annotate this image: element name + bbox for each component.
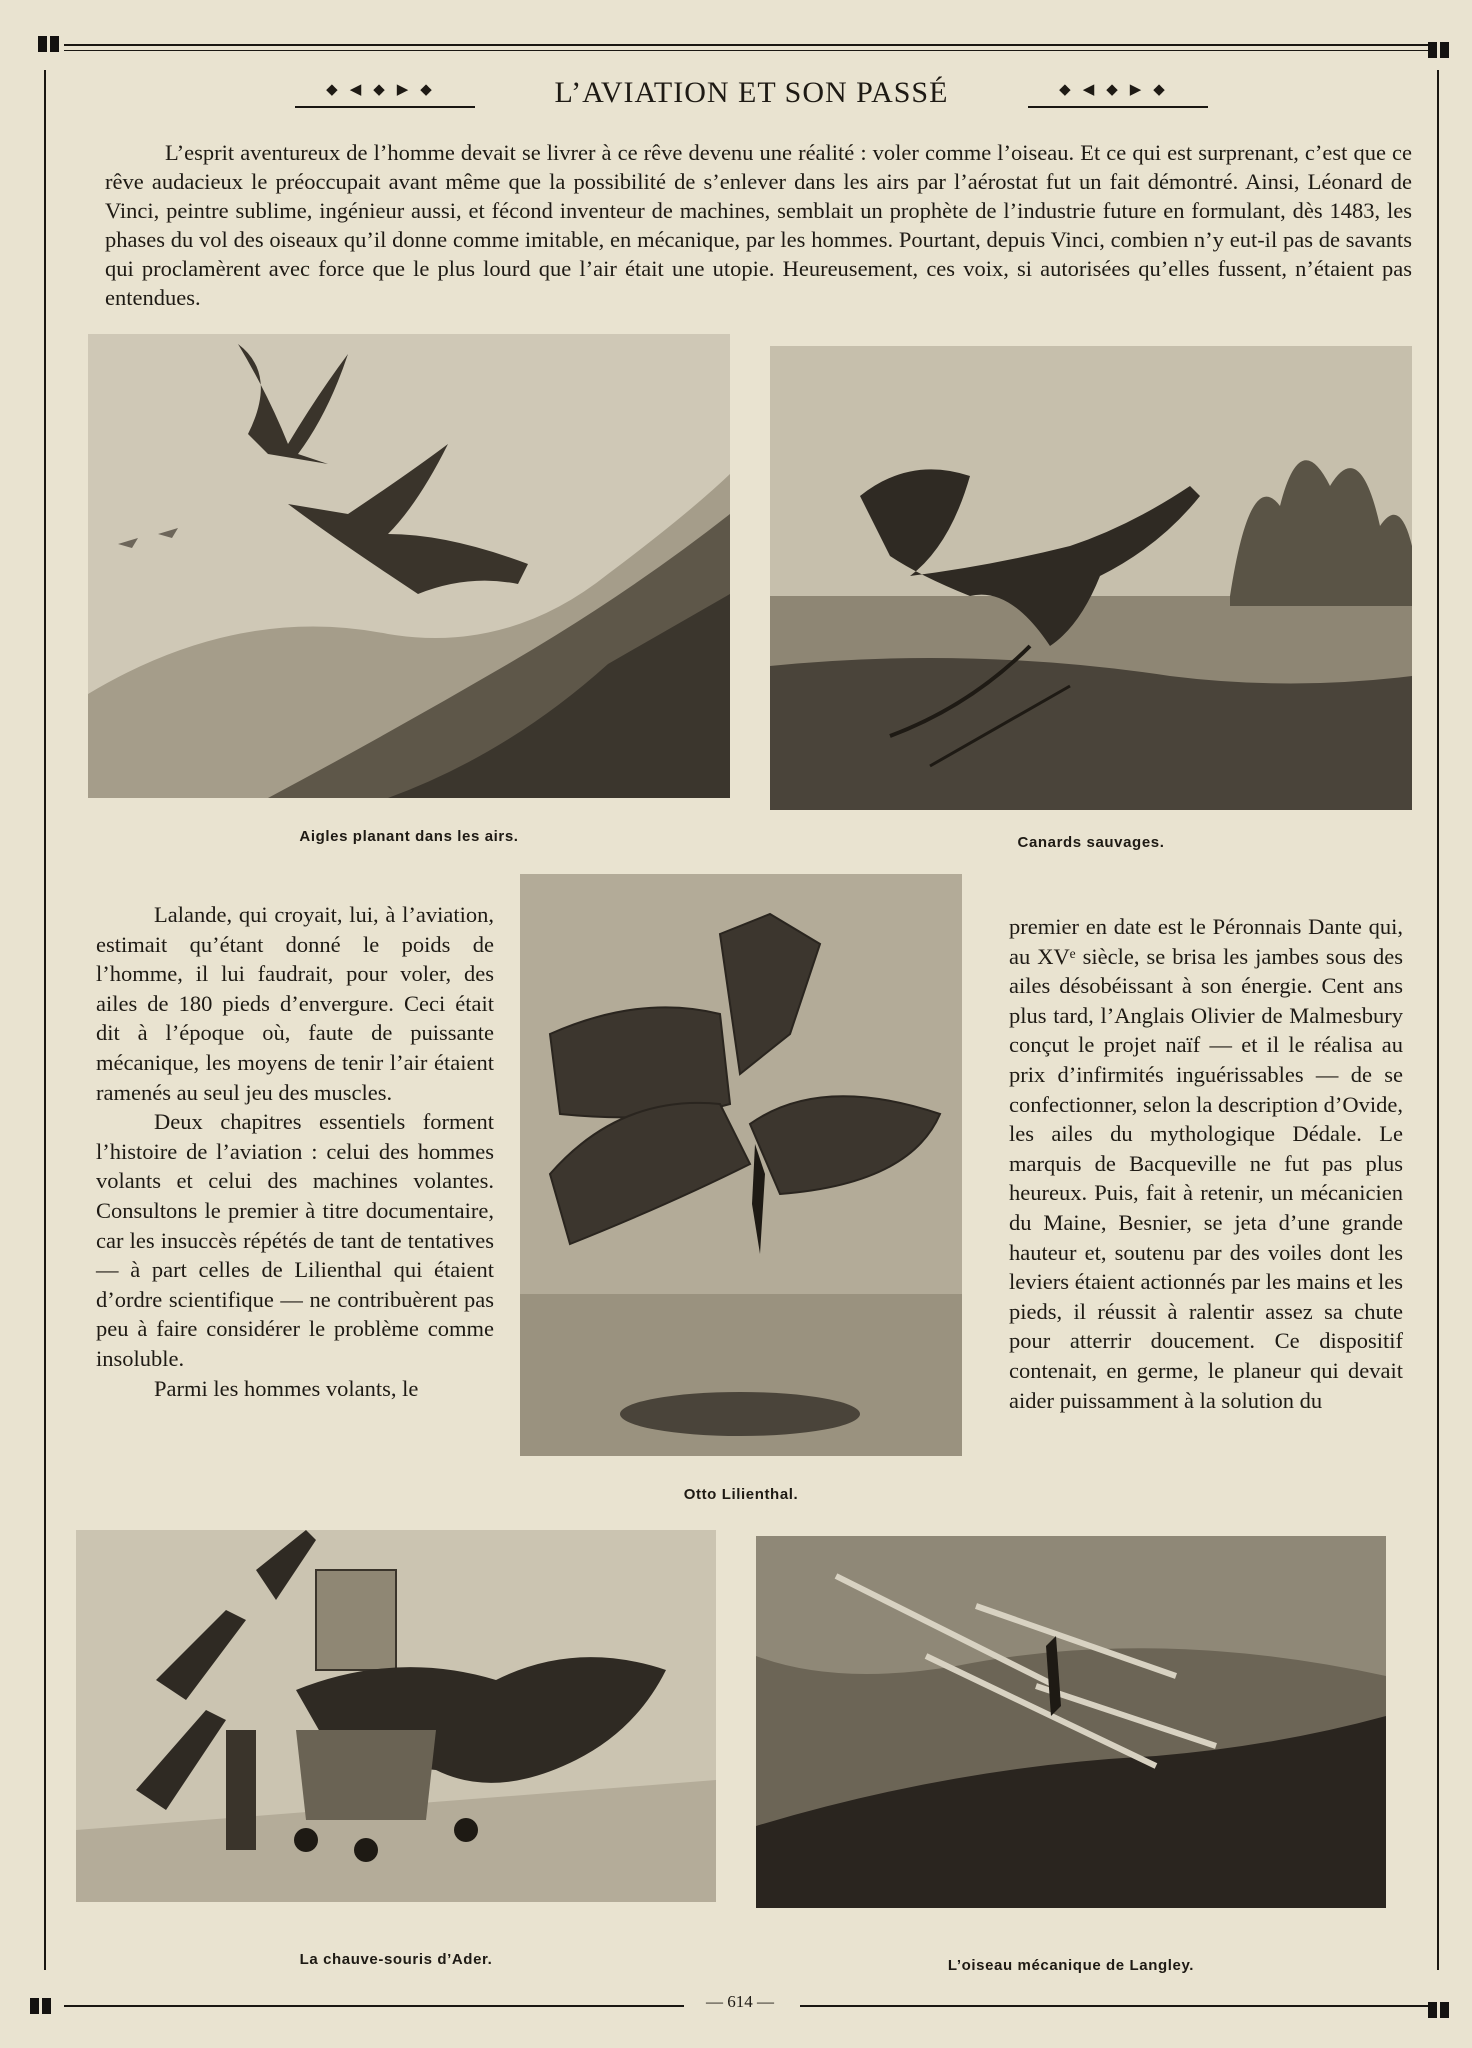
lilienthal-photo [520,874,962,1456]
left-paragraph-2: Deux chapitres essentiels forment l’histoire de l’aviation : celui des hommes volants et celui des machines volantes. Consultons le premier à titre documentaire, car les insuccès répétés de tant de tentatives — à part celles de Lilienthal qui étaient d’ordre scientifique — ne contribuèrent pas peu à faire considérer le problème comme insoluble. [96,1109,494,1371]
caption-eagles: Aigles planant dans les airs. [299,828,519,845]
right-rule [1437,70,1439,1970]
ader-illustration [76,1530,716,1902]
left-column [96,900,494,1403]
ornament-glyphs: ◆◀◆▶◆ [1059,80,1177,98]
eagles-illustration [88,334,730,798]
title-row [295,76,1208,120]
right-paragraph: premier en date est le Péronnais Dante qui, au XVᵉ siècle, se brisa les jambes sous des ailes désobéissant à son énergie. Cent ans plus tard, l’Anglais Olivier de Malmesbury conçut le projet naïf — et il le réalisa au prix d’infirmités inguérissables — de se confectionner, selon la description d’Ovide, les ailes du mythologique Dédale. Le marquis de Bacqueville ne fut pas plus heureux. Puis, fait à retenir, un mécanicien du Maine, Besnier, se jeta d’une grande hauteur et, soutenu par des voiles dont les leviers étaient actionnés par les mains et les pieds, il réussit à ralentir assez sa chute pour atterrir doucement. Ce dispositif contenait, en germe, le planeur qui devait aider puissamment à la solution du [1009,914,1403,1413]
bottom-rule-right [800,2005,1428,2007]
right-column [1009,912,1403,1415]
left-paragraph-1: Lalande, qui croyait, lui, à l’aviation, estimait qu’étant donné le poids de l’homme, il lui faudrait, pour voler, des ailes de 180 pieds d’envergure. Ceci était dit à l’époque où, faute de puissante mécanique, les moyens de tenir l’air étaient ramenés au seul jeu des muscles. [96,902,494,1105]
top-rule [64,44,1428,46]
corner-ornament-bottom-left [30,1998,52,2014]
left-paragraph-3: Parmi les hommes volants, le [154,1375,419,1401]
caption-lilienthal: Otto Lilienthal. [683,1486,799,1503]
bottom-rule-left [64,2005,684,2007]
ducks-illustration [770,346,1412,810]
top-rule-inner [64,50,1428,51]
caption-ducks: Canards sauvages. [1017,834,1165,851]
corner-ornament-bottom-right [1428,2002,1450,2018]
corner-ornament-top-right [1428,42,1450,58]
ornament-glyphs: ◆◀◆▶◆ [326,80,444,98]
caption-ader: La chauve-souris d’Ader. [299,1951,493,1968]
title-ornament-left [295,80,475,110]
intro-paragraph: L’esprit aventureux de l’homme devait se livrer à ce rêve devenu une réalité : voler comme l’oiseau. Et ce qui est surprenant, c’est que ce rêve audacieux le préoccupait avant même que la possibilité de s’enlever dans les airs par l’aérostat fut un fait démontré. Ainsi, Léonard de Vinci, peintre sublime, ingénieur aussi, et fécond inventeur de machines, semblait un prophète de l’industrie future en formulant, dès 1483, les phases du vol des oiseaux qu’il donne comme imitable, en mécanique, par les hommes. Pourtant, depuis Vinci, combien n’y eut-il pas de savants qui proclamèrent avec force que le plus lourd que l’air était une utopie. Heureusement, ces voix, si autorisées qu’elles fussent, n’étaient pas entendues. [105,140,1412,310]
caption-langley: L’oiseau mécanique de Langley. [947,1957,1195,1974]
corner-ornament-top-left [38,36,60,52]
title-ornament-right [1028,80,1208,110]
left-rule [44,70,46,1970]
page-title: L’AVIATION ET SON PASSÉ [554,76,949,109]
page-number: — 614 — [706,1992,774,2011]
langley-illustration [756,1536,1386,1908]
